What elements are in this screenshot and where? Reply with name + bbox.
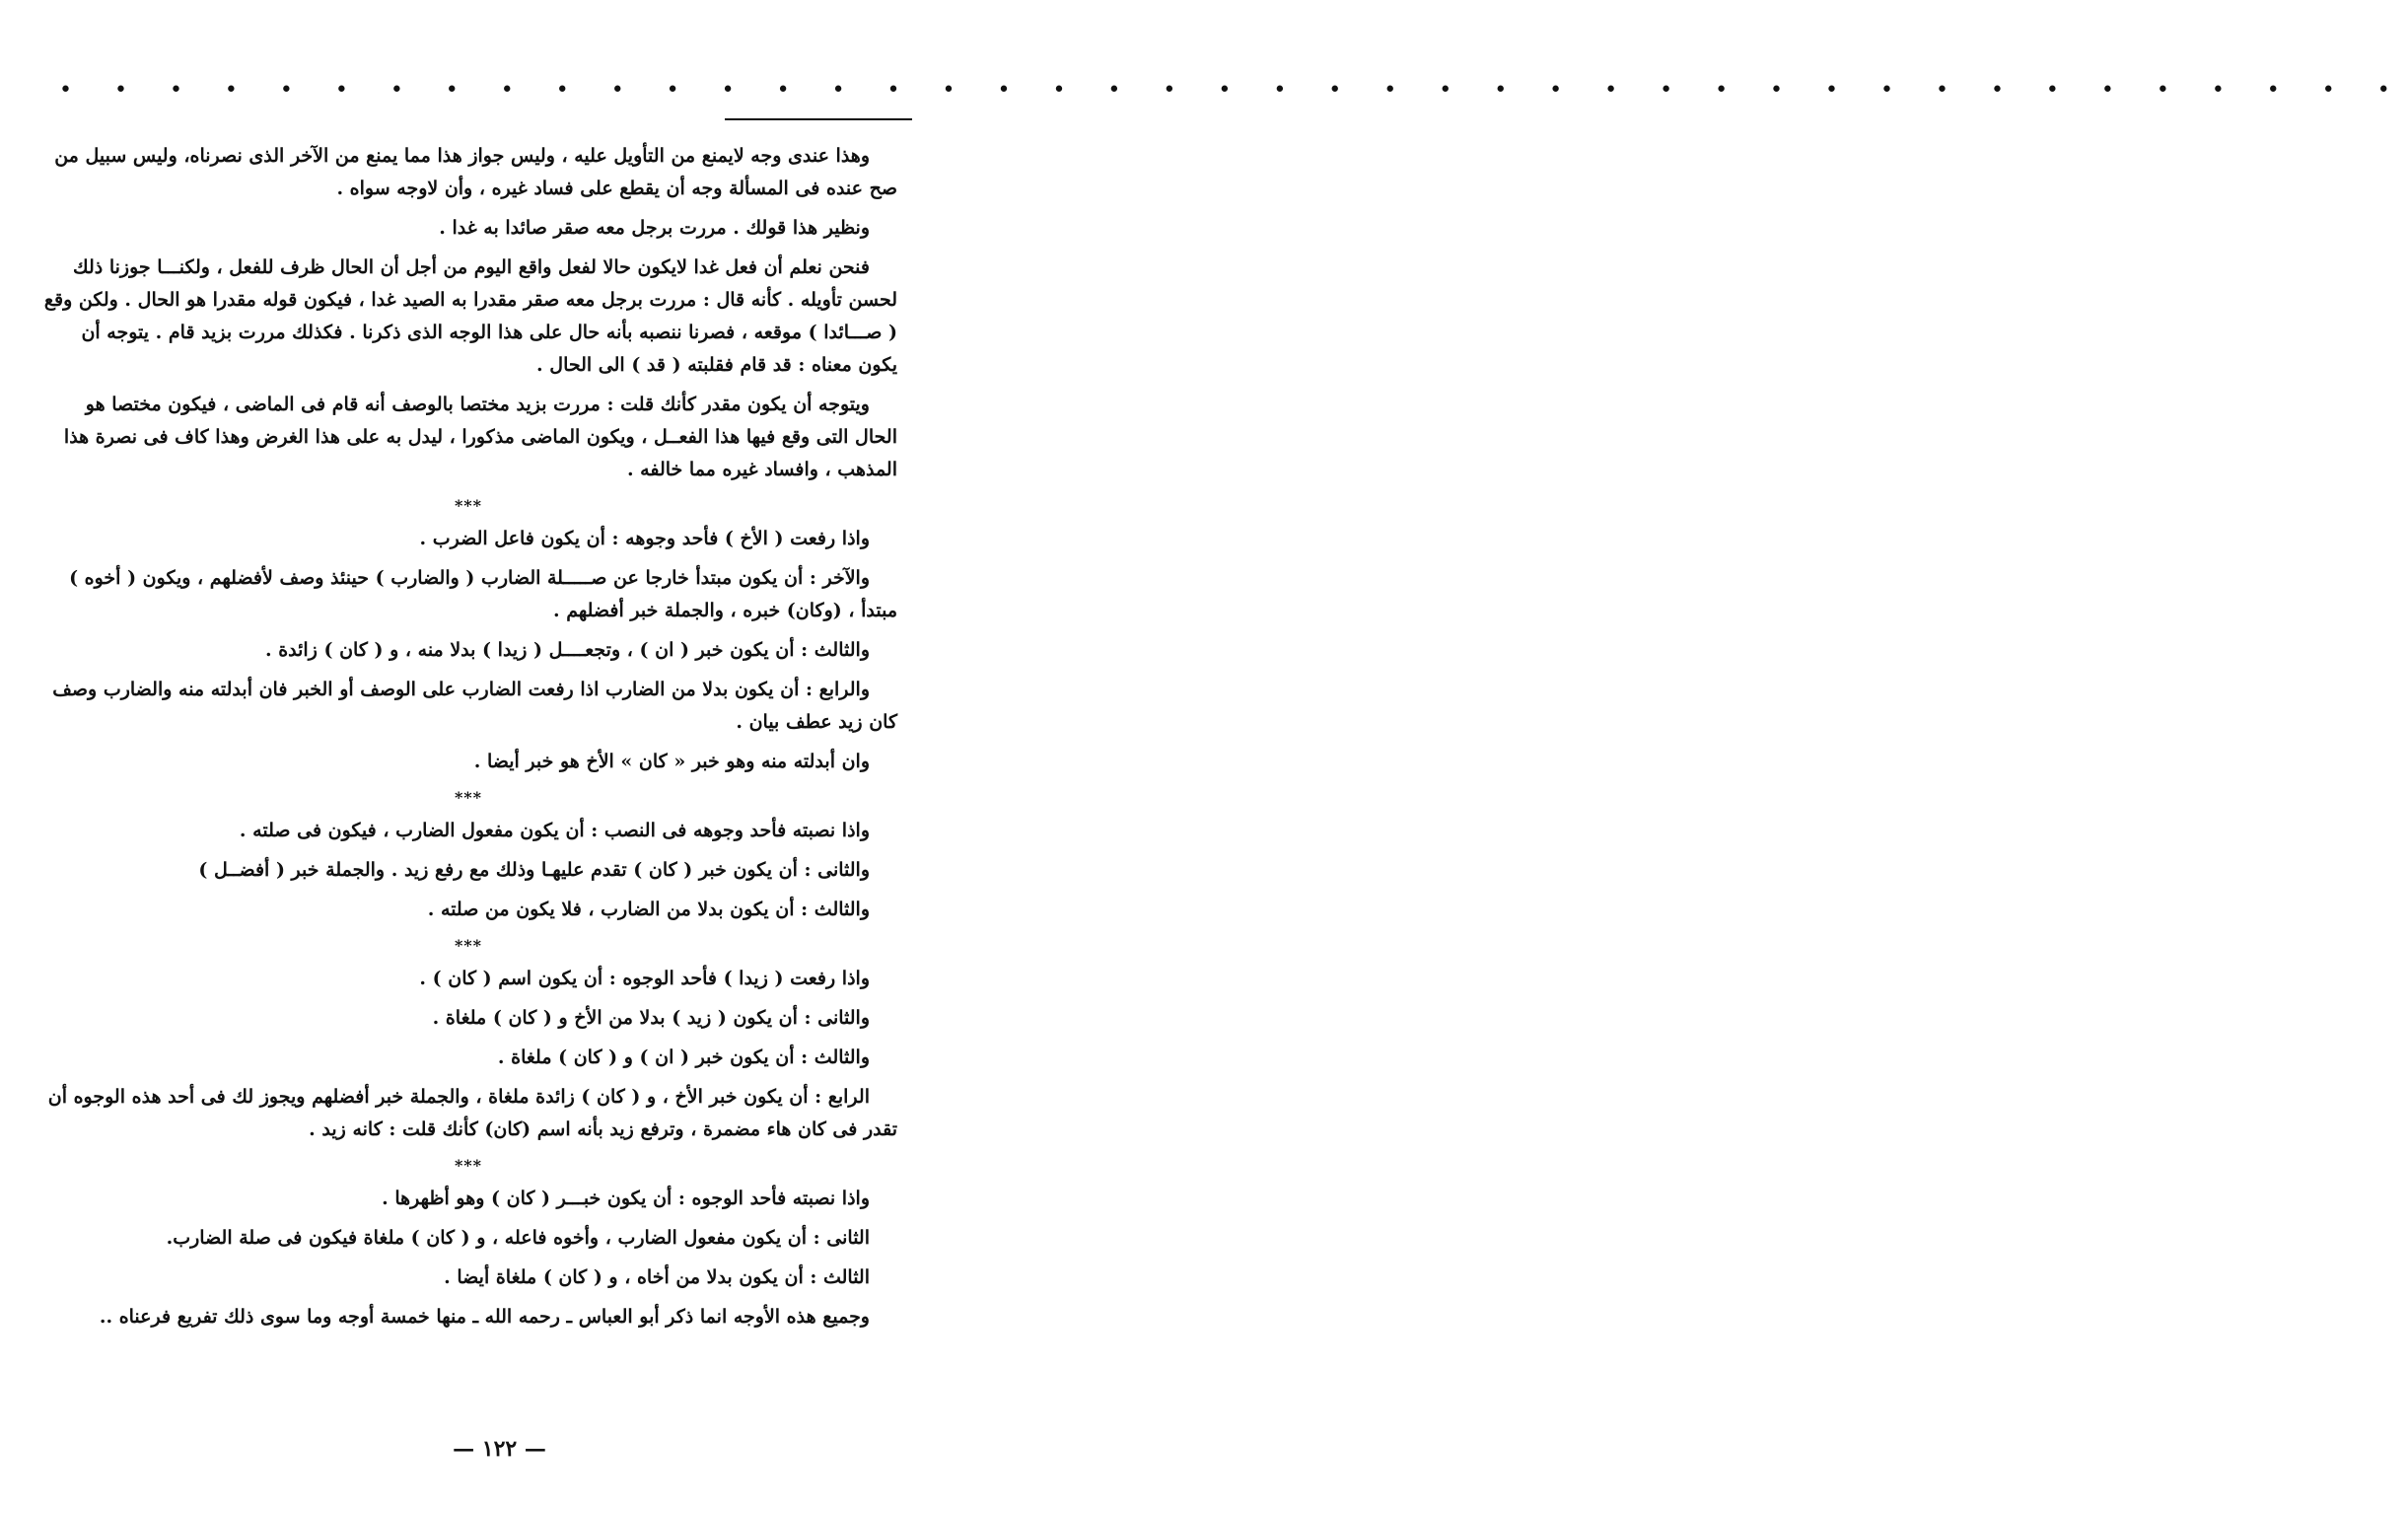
paragraph: فنحن نعلم أن فعل غدا لايكون حالا لفعل واقع اليوم من أجل أن الحال ظرف للفعل ، ولكنـــا جوزنا ذلك لحسن تأويله . كأنه قال : مررت برجل معه صقر مقدرا به الصيد غدا ، فيكون قوله مقدرا هو الحال . ولكن وقع ( صـــائدا ) موقعه ، فصرنا ننصبه بأنه حال على هذا الوجه الذى ذكرنا . فكذلك مررت بزيد قام . يتوجه أن يكون معناه : قد قام فقلبته ( قد ) الى الحال . (43, 256, 897, 376)
paragraph: والثالث : أن يكون خبر ( ان ) و ( كان ) ملغاة . (497, 1046, 870, 1068)
section-separator: *** (454, 496, 483, 515)
page-number: — ١٢٢ — (453, 1436, 546, 1462)
header-rule (725, 118, 912, 120)
paragraph: والثانى : أن يكون خبر ( كان ) تقدم عليهـا وذلك مع رفع زيد . والجملة خبر ( أفضــل ) (198, 859, 870, 881)
paragraph: ويتوجه أن يكون مقدر كأنك قلت : مررت بزيد مختصا بالوصف أنه قام فى الماضى ، فيكون مختصا هو الحال التى وقع فيها هذا الفعــل ، ويكون الماضى مذكورا ، ليدل به على هذا الغرض وهذا كاف فى نصرة هذا المذهب ، وافساد غيره مما خالفه . (63, 394, 897, 480)
paragraph: واذا رفعت ( الأخ ) فأحد وجوهه : أن يكون فاعل الضرب . (419, 528, 870, 549)
paragraph: والرابع : أن يكون بدلا من الضارب اذا رفعت الضارب على الوصف أو الخبر فان أبدلته منه والضارب وصف كان زيد عطف بيان . (52, 679, 897, 733)
paragraph: وان أبدلته منه وهو خبر « كان » الأخ هو خبر أيضا . (473, 751, 870, 772)
paragraph: والثالث : أن يكون خبر ( ان ) ، وتجعــــل ( زيدا ) بدلا منه ، و ( كان ) زائدة . (264, 639, 870, 661)
section-separator: *** (454, 788, 483, 807)
paragraph: والآخر : أن يكون مبتدأ خارجا عن صـــــلة الضارب ( والضارب ) حينئذ وصف لأفضلهم ، ويكون ( أخوه ) مبتدأ ، (وكان) خبره ، والجملة خبر أفضلهم . (69, 567, 897, 621)
paragraph: والثانى : أن يكون ( زيد ) بدلا من الأخ و ( كان ) ملغاة . (432, 1007, 870, 1029)
paragraph: والثالث : أن يكون بدلا من الضارب ، فلا يكون من صلته . (427, 899, 870, 920)
section-separator: *** (454, 1156, 483, 1175)
section-separator: *** (454, 936, 483, 955)
paragraph: الثانى : أن يكون مفعول الضارب ، وأخوه فاعله ، و ( كان ) ملغاة فيكون فى صلة الضارب. (166, 1227, 870, 1249)
paragraph: ونظير هذا قولك . مررت برجل معه صقر صائدا به غدا . (439, 217, 870, 239)
body-text (39, 140, 897, 1340)
paragraph: وجميع هذه الأوجه انما ذكر أبو العباس ـ رحمه الله ـ منها خمسة أوجه وما سوى ذلك تفريع فرعناه .. (99, 1306, 870, 1328)
paragraph: واذا نصبته فأحد وجوهه فى النصب : أن يكون مفعول الضارب ، فيكون فى صلته . (239, 820, 870, 841)
paragraph: واذا نصبته فأحد الوجوه : أن يكون خبـــر ( كان ) وهو أظهرها . (382, 1188, 870, 1209)
paragraph: وهذا عندى وجه لايمنع من التأويل عليه ، وليس جواز هذا مما يمنع من الآخر الذى نصرناه، وليس سبيل من صح عنده فى المسألة وجه أن يقطع على فساد غيره ، وأن لاوجه سواه . (54, 145, 897, 199)
paragraph: الرابع : أن يكون خبر الأخ ، و ( كان ) زائدة ملغاة ، والجملة خبر أفضلهم ويجوز لك فى أحد هذه الوجوه أن تقدر فى كان هاء مضمرة ، وترفع زيد بأنه اسم (كان) كأنك قلت : كانه زيد . (47, 1086, 897, 1140)
header-dotted-line: • • • • • • • • • • • • • • • • • • • • • • • • • • • • • • • • • • • • • • • • • • • (59, 78, 2408, 103)
paragraph: واذا رفعت ( زيدا ) فأحد الوجوه : أن يكون اسم ( كان ) . (419, 968, 870, 989)
paragraph: الثالث : أن يكون بدلا من أخاه ، و ( كان ) ملغاة أيضا . (444, 1266, 870, 1288)
